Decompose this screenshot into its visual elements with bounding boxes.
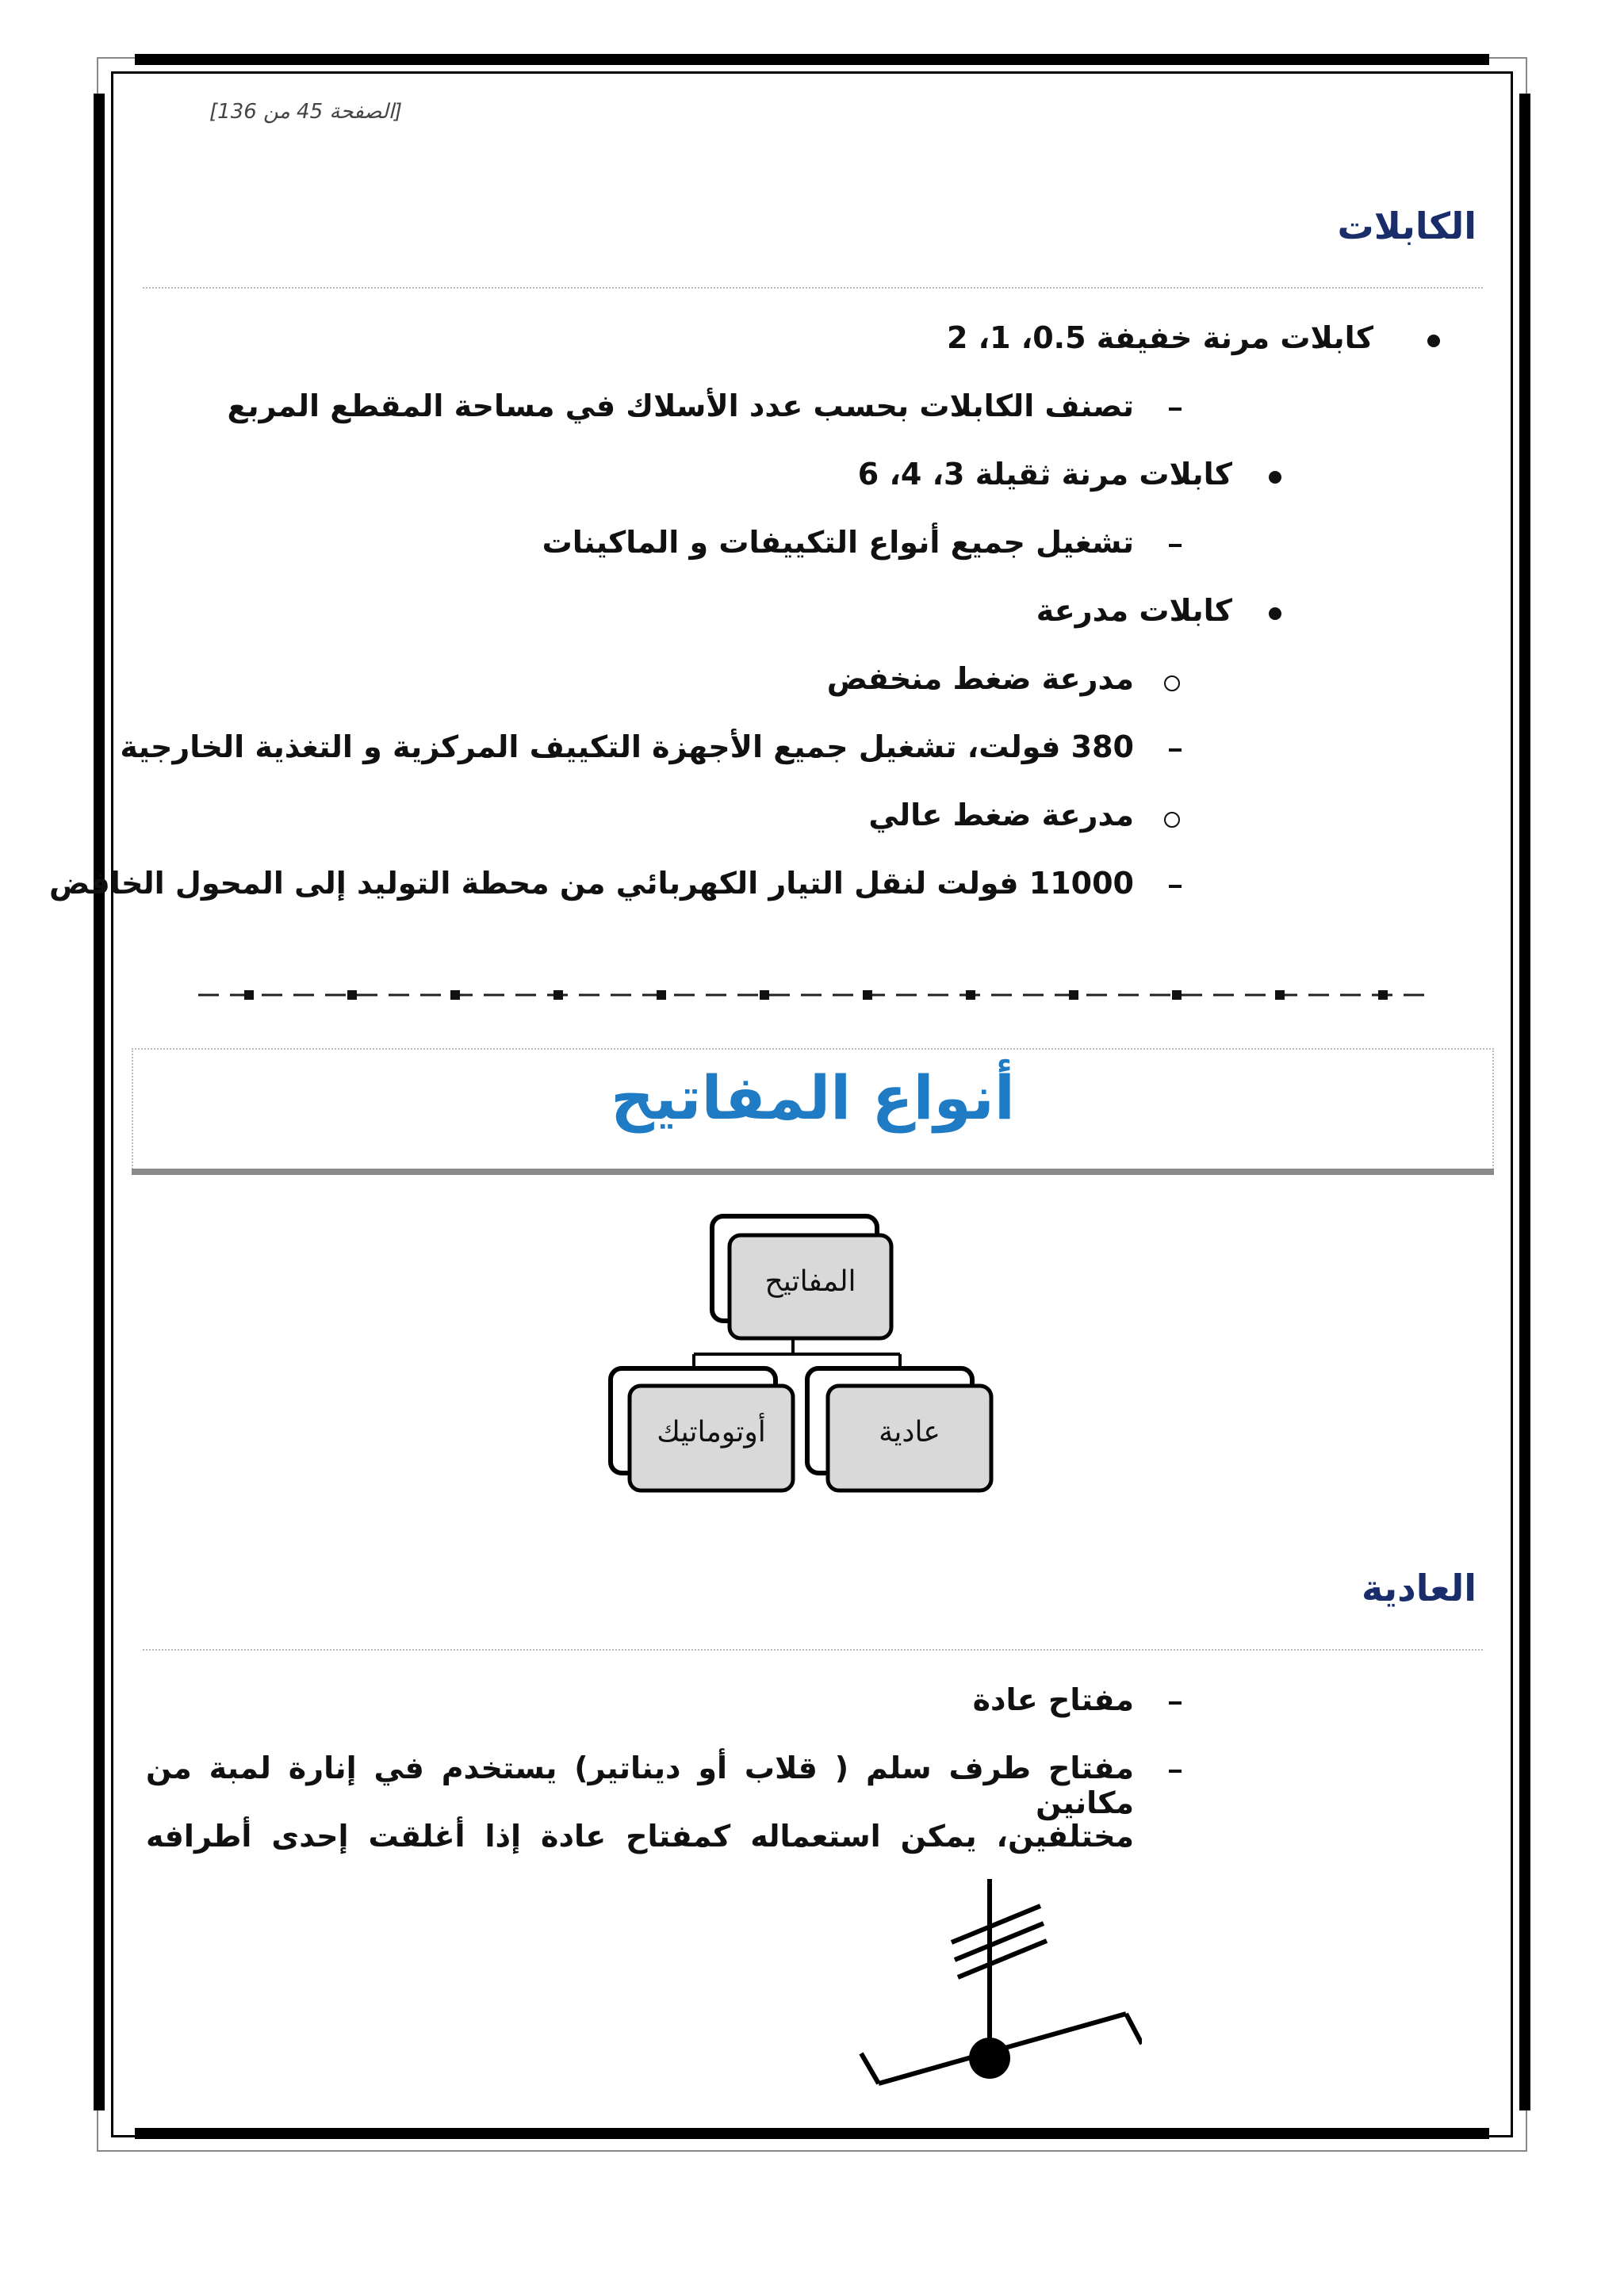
list-item: تشغيل جميع أنواع التكييفات و الماكينات <box>542 525 1134 560</box>
title-underline <box>132 1169 1494 1175</box>
page-title: أنواع المفاتيح <box>611 1062 1015 1133</box>
page-number: [الصفحة 45 من 136] <box>209 100 403 124</box>
list-item-continuation: مختلفين، يمكن استعماله كمفتاح عادة إذا أغلقت إحدى أطرافه <box>146 1819 1134 1854</box>
section-heading-regular: العادية <box>1361 1567 1477 1609</box>
dash-icon <box>1169 544 1182 547</box>
page-border-top <box>135 54 1489 65</box>
list-item: كابلات مدرعة <box>1036 593 1232 628</box>
list-item: كابلات مرنة ثقيلة 3، 4، 6 <box>857 457 1232 492</box>
org-node-automatic: أوتوماتيك <box>657 1416 766 1448</box>
list-item: تصنف الكابلات بحسب عدد الأسلاك في مساحة المقطع المربع <box>227 388 1134 423</box>
dash-icon <box>1169 408 1182 411</box>
switch-types-org-chart <box>603 1205 999 1498</box>
circle-bullet-icon <box>1164 675 1180 691</box>
dashed-separator <box>198 983 1427 1007</box>
section-divider <box>143 1649 1483 1651</box>
list-item: كابلات مرنة خفيفة 0.5، 1، 2 <box>946 320 1373 355</box>
org-node-regular: عادية <box>879 1416 940 1448</box>
list-item: مدرعة ضغط عالي <box>868 798 1134 832</box>
bullet-icon <box>1427 335 1440 347</box>
list-item: 380 فولت، تشغيل جميع الأجهزة التكييف المركزية و التغذية الخارجية <box>120 729 1134 764</box>
dash-icon <box>1169 885 1182 888</box>
list-item: مفتاح عادة <box>972 1682 1134 1717</box>
page-border-left <box>94 94 105 2110</box>
circle-bullet-icon <box>1164 812 1180 828</box>
two-way-switch-symbol-icon <box>848 1871 1142 2101</box>
dash-icon <box>1169 1770 1182 1773</box>
section-divider <box>143 287 1483 289</box>
list-item: 11000 فولت لنقل التيار الكهربائي من محطة التوليد إلى المحول الخافض <box>48 866 1134 901</box>
bullet-icon <box>1269 471 1281 484</box>
page-border-right <box>1519 94 1530 2110</box>
dash-icon <box>1169 1701 1182 1705</box>
section-heading-cables: الكابلات <box>1337 205 1477 247</box>
org-node-root: المفاتيح <box>764 1265 856 1298</box>
bullet-icon <box>1269 607 1281 620</box>
list-item: مدرعة ضغط منخفض <box>826 661 1134 696</box>
dash-icon <box>1169 748 1182 752</box>
list-item: مفتاح طرف سلم ( قلاب أو ديناتير) يستخدم في إنارة لمبة من مكانين <box>146 1751 1134 1820</box>
